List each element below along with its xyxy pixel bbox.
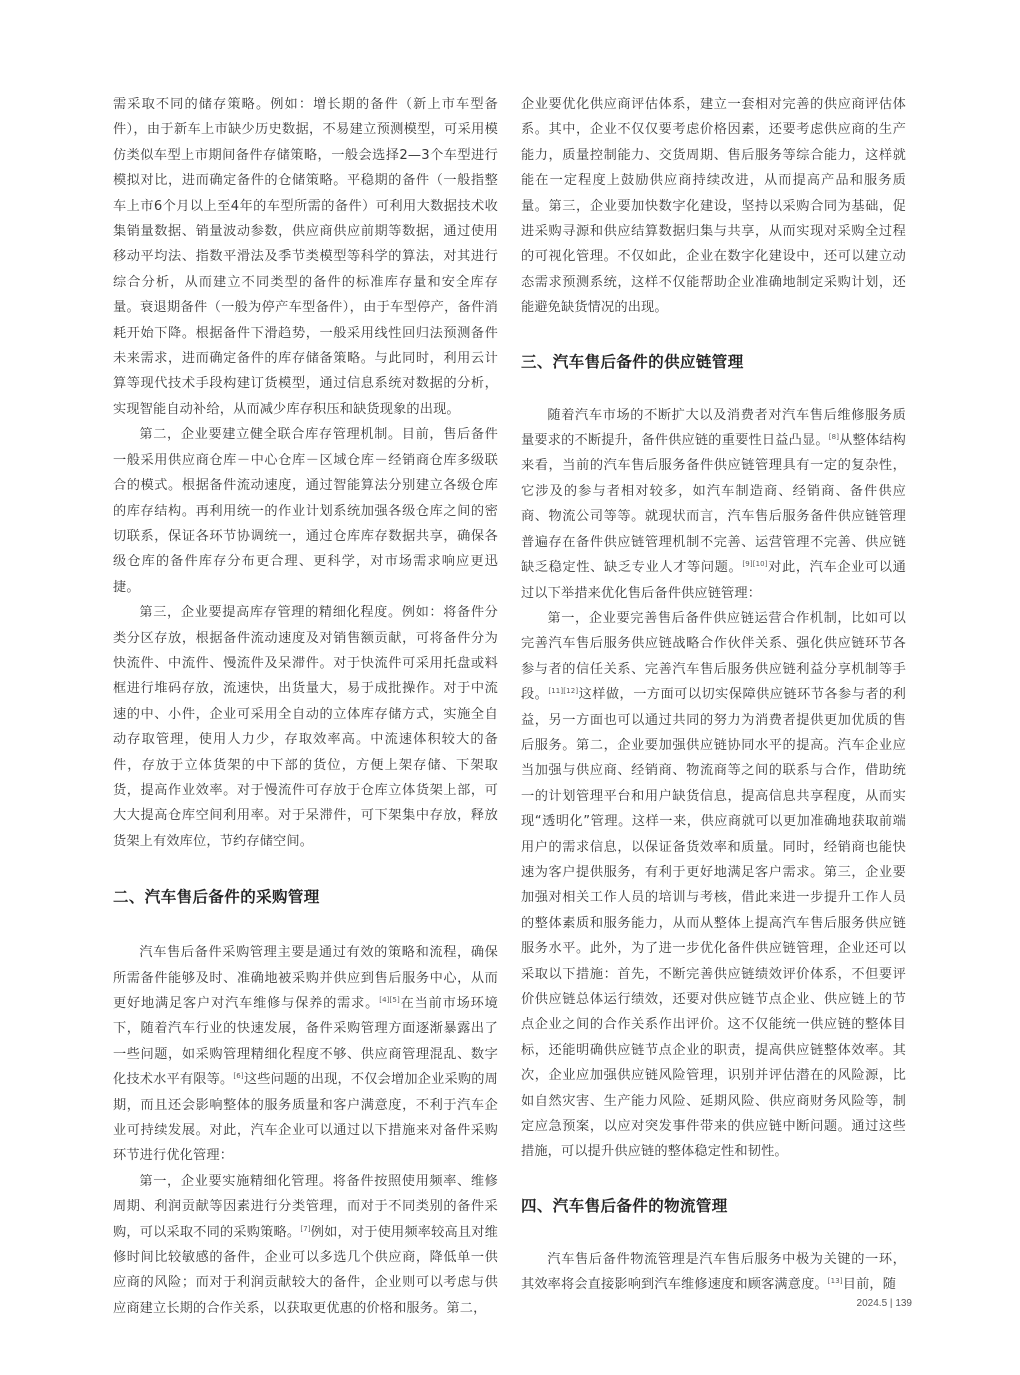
text-run: 对此，汽车企业可以通过以下举措来优化售后备件供应链管理： bbox=[521, 560, 906, 601]
text-run: 例如，对于使用频率较高且对维修时间比较敏感的备件，企业可以多选几个供应商，降低单一供应商的风险；而对于利润贡献较大的备件，企业则可以考虑与供应商建立长期的合作关系，以获取更优惠的价格和服务。第二， bbox=[113, 1224, 498, 1316]
issue-number: 2024.5 bbox=[856, 1298, 888, 1309]
paragraph bbox=[521, 403, 906, 606]
paragraph: 第三，企业要提高库存管理的精细化程度。例如：将备件分类分区存放，根据备件流动速度及对销售额贡献，可将备件分为快流件、中流件、慢流件及呆滞件。对于快流件可采用托盘或料框进行堆码存放，流速快，出货量大，易于成批操作。对于中流速的中、小件，企业可采用全自动的立体库存储方式，实施全自动存取管理，使用人力少，存取效率高。中流速体积较大的备件，存放于立体货架的中下部的货位，方便上架存储、下架取货，提高作业效率。对于慢流件可存放于仓库立体货架上部，可大大提高仓库空间利用率。对于呆滞件，可下架集中存放，释放货架上有效库位，节约存储空间。 bbox=[113, 605, 498, 849]
text-run: 在当前市场环境下，随着汽车行业的快速发展，备件采购管理方面逐渐暴露出了一些问题，如采购管理精细化程度不够、供应商管理混乱、数字化技术水平有限等。 bbox=[113, 996, 498, 1088]
text-run: 第一，企业要实施精细化管理。将备件按照使用频率、维修周期、利润贡献等因素进行分类管理，而对于不同类别的备件采购，可以采取不同的采购策略。 bbox=[113, 1173, 498, 1240]
citation: [11][12] bbox=[548, 687, 579, 696]
text-run: 汽车售后备件物流管理是汽车售后服务中极为关键的一环，其效率将会直接影响到汽车维修速度和顾客满意度。 bbox=[521, 1251, 906, 1293]
text-run: 这样做，一方面可以切实保障供应链环节各参与者的利益，另一方面也可以通过共同的努力为消费者提供更加优质的售后服务。第二，企业要加强供应链协同水平的提高。汽车企业应当加强与供应商、经销商、物流商等之间的联系与合作，借助统一的计划管理平台和用户缺货信息，提高信息共享程度，从而实现“透明化”管理。这样一来，供应商就可以更加准确地获取前端用户的需求信息，以保证备货效率和质量。同时，经销商也能快速为客户提供服务，有利于更好地满足客户需求。第三，企业要加强对相关工作人员的培训与考核，借此来进一步提升工作人员的整体素质和服务能力，从而从整体上提高汽车售后服务供应链服务水平。此外，为了进一步优化备件供应链管理，企业还可以采取以下措施：首先，不断完善供应链绩效评价体系，不但要评价供应链总体运行绩效，还要对供应链节点企业、供应链上的节点企业之间的合作关系作出评价。这不仅能统一供应链的整体目标，还能明确供应链节点企业的职责，提高供应链整体效率。其次，企业应加强供应链风险管理，识别并评估潜在的风险源，比如自然灾害、生产能力风险、延期风险、供应商财务风险等，制定应急预案，以应对突发事件带来的供应链中断问题。通过这些措施，可以提升供应链的整体稳定性和韧性。 bbox=[521, 687, 906, 1160]
paragraph bbox=[113, 1169, 498, 1321]
citation: [6] bbox=[233, 1072, 244, 1081]
page-number: 139 bbox=[895, 1298, 912, 1309]
citation: [4][5] bbox=[379, 996, 400, 1004]
citation: [8] bbox=[828, 433, 840, 442]
paragraph bbox=[521, 606, 906, 1165]
paragraph: 企业要优化供应商评估体系，建立一套相对完善的供应商评估体系。其中，企业不仅仅要考虑价格因素，还要考虑供应商的生产能力，质量控制能力、交货周期、售后服务等综合能力，这样就能在一定程度上鼓励供应商持续改进，从而提高产品和服务质量。第三，企业要加快数字化建设，坚持以采购合同为基础，促进采购寻源和供应结算数据归集与共享，从而实现对采购全过程的可视化管理。不仅如此，企业在数字化建设中，还可以建立动态需求预测系统，这样不仅能帮助企业准确地制定采购计划，还能避免缺货情况的出现。 bbox=[521, 97, 906, 316]
text-run: 这些问题的出现，不仅会增加企业采购的周期，而且还会影响整体的服务质量和客户满意度，不利于汽车企业可持续发展。对此，汽车企业可以通过以下措施来对备件采购环节进行优化管理： bbox=[113, 1072, 498, 1164]
paragraph: 需采取不同的储存策略。例如：增长期的备件（新上市车型备件），由于新车上市缺少历史数据，不易建立预测模型，可采用模仿类似车型上市期间备件存储策略，一般会选择2—3个车型进行模拟对比，进而确定备件的仓储策略。平稳期的备件（一般指整车上市6个月以上至4年的车型所需的备件）可利用大数据技术收集销量数据、销量波动参数，供应商供应前期等数据，通过使用移动平均法、指数平滑法及季节类模型等科学的算法，对其进行综合分析，从而建立不同类型的备件的标准库存量和安全库存量。衰退期备件（一般为停产车型备件），由于车型停产，备件消耗开始下降。根据备件下滑趋势，一般采用线性回归法预测备件未来需求，进而确定备件的库存储备策略。与此同时，利用云计算等现代技术手段构建订货模型，通过信息系统对数据的分析，实现智能自动补给，从而减少库存积压和缺货现象的出现。 bbox=[113, 97, 498, 417]
paragraph bbox=[113, 940, 498, 1169]
page-footer bbox=[856, 1298, 912, 1309]
paragraph: 第二，企业要建立健全联合库存管理机制。目前，售后备件一般采用供应商仓库－中心仓库－区域仓库－经销商仓库多级联合的模式。根据备件流动速度，通过智能算法分别建立各级仓库的库存结构。再利用统一的作业计划系统加强各级仓库之间的密切联系，保证各环节协调统一，通过仓库库存数据共享，确保各级仓库的备件库存分布更合理、更科学，对市场需求响应更迅捷。 bbox=[113, 427, 498, 595]
section-heading-procurement: 二、汽车售后备件的采购管理 bbox=[113, 888, 320, 907]
text-run: 第一，企业要完善售后备件供应链运营合作机制，比如可以完善汽车售后服务供应链战略合作伙伴关系、强化供应链环节各参与者的信任关系、完善汽车售后服务供应链利益分享机制等手段。 bbox=[521, 610, 906, 703]
right-column bbox=[521, 92, 906, 1298]
citation: [13] bbox=[827, 1277, 843, 1286]
section-heading-supply-chain: 三、汽车售后备件的供应链管理 bbox=[521, 352, 744, 371]
citation: [7] bbox=[300, 1224, 311, 1233]
left-column bbox=[113, 92, 498, 1321]
text-run: 随着汽车市场的不断扩大以及消费者对汽车售后维修服务质量要求的不断提升，备件供应链的重要性日益凸显。 bbox=[521, 407, 906, 449]
footer-separator: | bbox=[889, 1298, 893, 1309]
section-heading-logistics: 四、汽车售后备件的物流管理 bbox=[521, 1196, 728, 1215]
citation: [9][10] bbox=[742, 560, 768, 569]
text-run: 汽车售后备件采购管理主要是通过有效的策略和流程，确保所需备件能够及时、准确地被采购并供应到售后服务中心，从而更好地满足客户对汽车维修与保养的需求。 bbox=[113, 945, 498, 1011]
text-run: 目前，随 bbox=[842, 1277, 897, 1293]
text-run: 从整体结构来看，当前的汽车售后服务备件供应链管理具有一定的复杂性，它涉及的参与者相对较多，如汽车制造商、经销商、备件供应商、物流公司等等。就现状而言，汽车售后服务备件供应链管理普遍存在备件供应链管理机制不完善、运营管理不完善、供应链缺乏稳定性、缺乏专业人才等问题。 bbox=[521, 433, 907, 576]
paragraph bbox=[521, 1247, 906, 1298]
